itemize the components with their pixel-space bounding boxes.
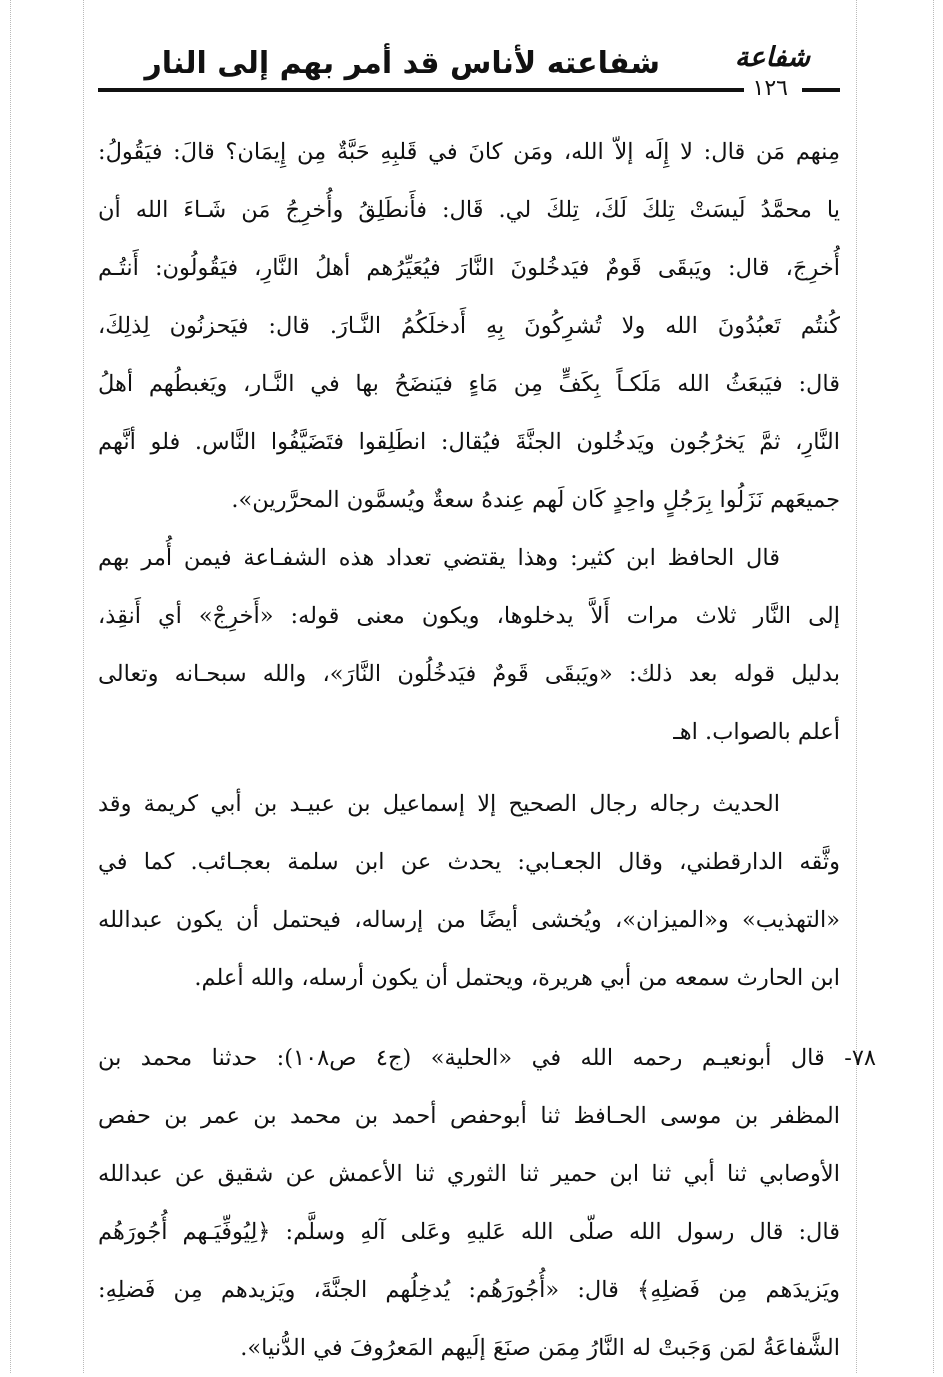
text-line: المظفر بن موسى الحـافظ ثنا أبوحفص أحمد بن محمد بن عمر بن حفص (98, 1103, 840, 1129)
header-logo: شفاعة (734, 42, 810, 73)
text-line: الحديث رجاله رجال الصحيح إلا إسماعيل بن عبيـد بن أبي كريمة وقد (98, 791, 780, 817)
text-line: ٧٨- قال أبونعيـم رحمه الله في «الحلية» (ج٤ ص١٠٨): حدثنا محمد بن (98, 1045, 876, 1071)
header-title: شفاعته لأناس قد أمر بهم إلى النار (144, 46, 660, 81)
body-text (98, 123, 876, 1377)
text-line: يا محمَّدُ لَيسَتْ تِلكَ لَكَ، تِلكَ لي. قَال: فأَنطَلِقُ وأُخرِجُ مَن شَـاءَ الله أن (98, 197, 840, 223)
header-rule-tick (802, 88, 840, 92)
text-line: الشَّفاعَةُ لمَن وَجَبتْ له النَّارُ مِمَن صنَعَ إلَيهم المَعرُوفَ في الدُّنيا». (240, 1335, 840, 1361)
scan-dotted-line (856, 0, 857, 1373)
text-line: كُنتُم تَعبُدُونَ الله ولا تُشرِكُونَ بِهِ أَدخلَكُمُ النَّـارَ. قال: فيَحزنُون لِذلِكَ، (98, 313, 840, 339)
text-line: أعلم بالصواب. اهـ (673, 719, 840, 745)
text-line: ابن الحارث سمعه من أبي هريرة، ويحتمل أن يكون أرسله، والله أعلم. (194, 965, 840, 991)
running-header (98, 40, 840, 110)
paragraph-hadith-78 (98, 1029, 876, 1377)
scan-dotted-line (10, 0, 11, 1373)
text-line: إلى النَّار ثلاث مرات أَلاَّ يدخلوها، ويكون معنى قوله: «أَخرِجْ» أي أَنقِذ، (98, 603, 840, 629)
page-number: ١٢٦ (752, 76, 788, 101)
text-line: ويَزيدَهم مِن فَضلِهِ﴾ قال: «أُجُورَهُم: يُدخِلُهم الجنَّةَ، ويَزيدهم مِن فَضلِهِ: (98, 1277, 840, 1303)
text-line: وثَّقه الدارقطني، وقال الجعـابي: يحدث عن ابن سلمة بعجـائب. كما في (98, 849, 840, 875)
header-rule (98, 88, 744, 92)
paragraph-ibn-kathir (98, 529, 840, 761)
text-line: الأوصابي ثنا أبي ثنا ابن حمير ثنا الثوري ثنا الأعمش عن شقيق عن عبدالله (98, 1161, 840, 1187)
text-line: جميعَهم نَزَلُوا بِرَجُلٍ واحِدٍ كَان لَهم عِندهُ سعةٌ ويُسمَّون المحرَّرين». (231, 487, 840, 513)
text-line: بدليل قوله بعد ذلك: «ويَبقَى قَومٌ فيَدخُلُون النَّارَ»، والله سبحـانه وتعالى (98, 661, 840, 687)
scan-dotted-line (83, 0, 84, 1373)
text-line: أُخرِجَ، قال: ويَبقَى قَومٌ فيَدخُلونَ النَّارَ فيُعَيِّرُهم أهلُ النَّارِ، فيَقُولُون: أَنتُـم (98, 255, 840, 281)
text-line: قال: قال رسول الله صلّى الله عَليهِ وعَلى آلهِ وسلَّم: ﴿لِيُوفِّيَـهم أُجُورَهُم (98, 1219, 840, 1245)
paragraph-hadith-quote (98, 123, 840, 529)
paragraph-gap (98, 1007, 840, 1029)
text-line: مِنهم مَن قال: لا إِلَه إلاّ الله، ومَن كانَ في قَلبِهِ حَبَّةٌ مِن إِيمَان؟ قالَ: فيَقُولُ: (98, 139, 840, 165)
paragraph-gap (98, 761, 840, 775)
paragraph-isnad-comment (98, 775, 840, 1007)
text-line: النَّارِ، ثمَّ يَخرُجُون ويَدخُلون الجنَّةَ فيُقال: انطَلِقوا فتَضَيَّفُوا النَّاس. فلو أنَّهم (98, 429, 840, 455)
text-line: قال: فيَبعَثُ الله مَلَكـاً بِكَفٍّ مِن مَاءٍ فيَنضَحُ بها في النَّـار، ويَغبطُهم أهلُ (98, 371, 840, 397)
text-line: قال الحافظ ابن كثير: وهذا يقتضي تعداد هذه الشفـاعة فيمن أُمر بهم (98, 545, 780, 571)
scan-dotted-line (933, 0, 934, 1373)
text-line: «التهذيب» و«الميزان»، ويُخشى أيضًا من إرساله، فيحتمل أن يكون عبدالله (98, 907, 840, 933)
